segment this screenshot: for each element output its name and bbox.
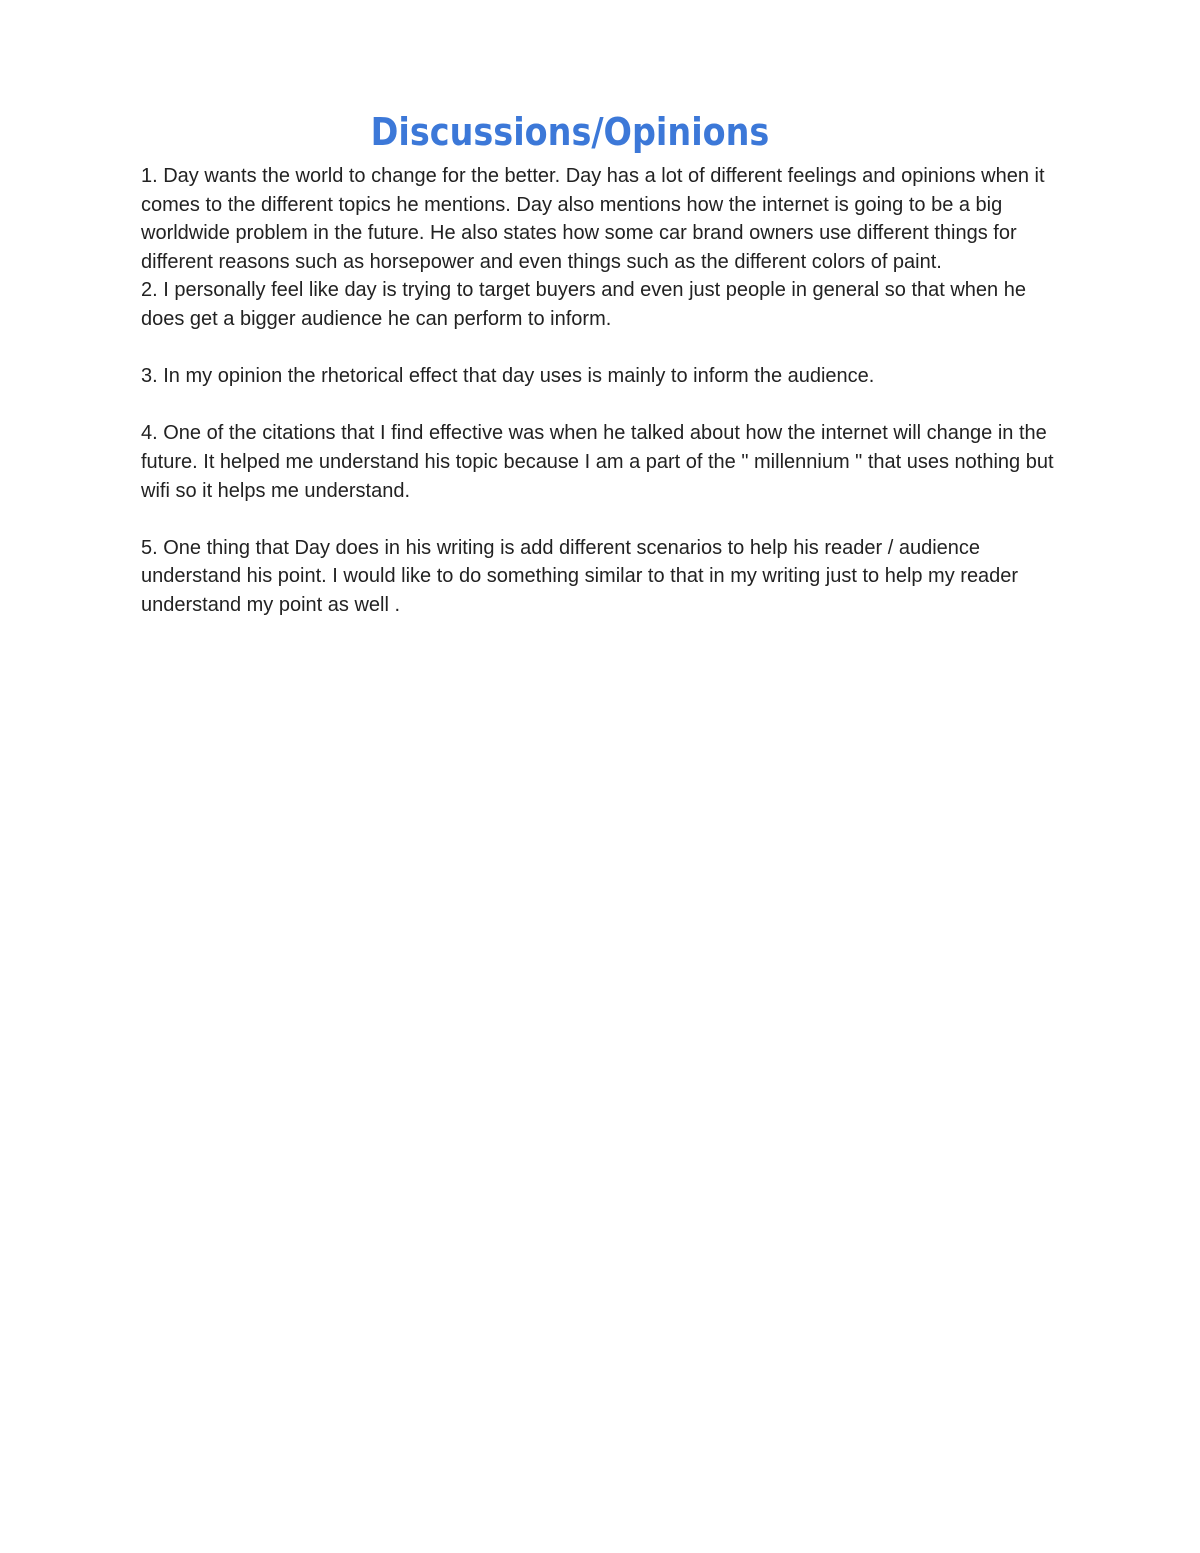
answer-paragraph-1: 1. Day wants the world to change for the better. Day has a lot of different feelings and opinions when it comes to the different topics he mentions. Day also mentions how the internet is going to be a big worldwide problem in the future. He also states how some car brand owners use different things for different reasons such as horsepower and even things such as the different colors of paint. bbox=[141, 165, 1045, 273]
answer-paragraph-5: 5. One thing that Day does in his writing is add different scenarios to help his reader / audience understand his point. I would like to do something similar to that in my writing just to help my reader understand my point as well . bbox=[141, 536, 1019, 616]
answer-paragraph-4: 4. One of the citations that I find effective was when he talked about how the internet will change in the future. It helped me understand his topic because I am a part of the " millennium " that uses nothing but wifi so it helps me understand. bbox=[141, 422, 1054, 502]
paragraph-spacer bbox=[141, 505, 1071, 534]
document-title: Discussions/Opinions bbox=[370, 110, 770, 154]
answer-paragraph-3: 3. In my opinion the rhetorical effect that day uses is mainly to inform the audience. bbox=[141, 365, 875, 388]
answer-paragraph-2: 2. I personally feel like day is trying to target buyers and even just people in general so that when he does get a bigger audience he can perform to inform. bbox=[141, 279, 1026, 330]
document-body bbox=[141, 162, 1071, 620]
paragraph-spacer bbox=[141, 391, 1071, 420]
paragraph-spacer bbox=[141, 334, 1071, 363]
